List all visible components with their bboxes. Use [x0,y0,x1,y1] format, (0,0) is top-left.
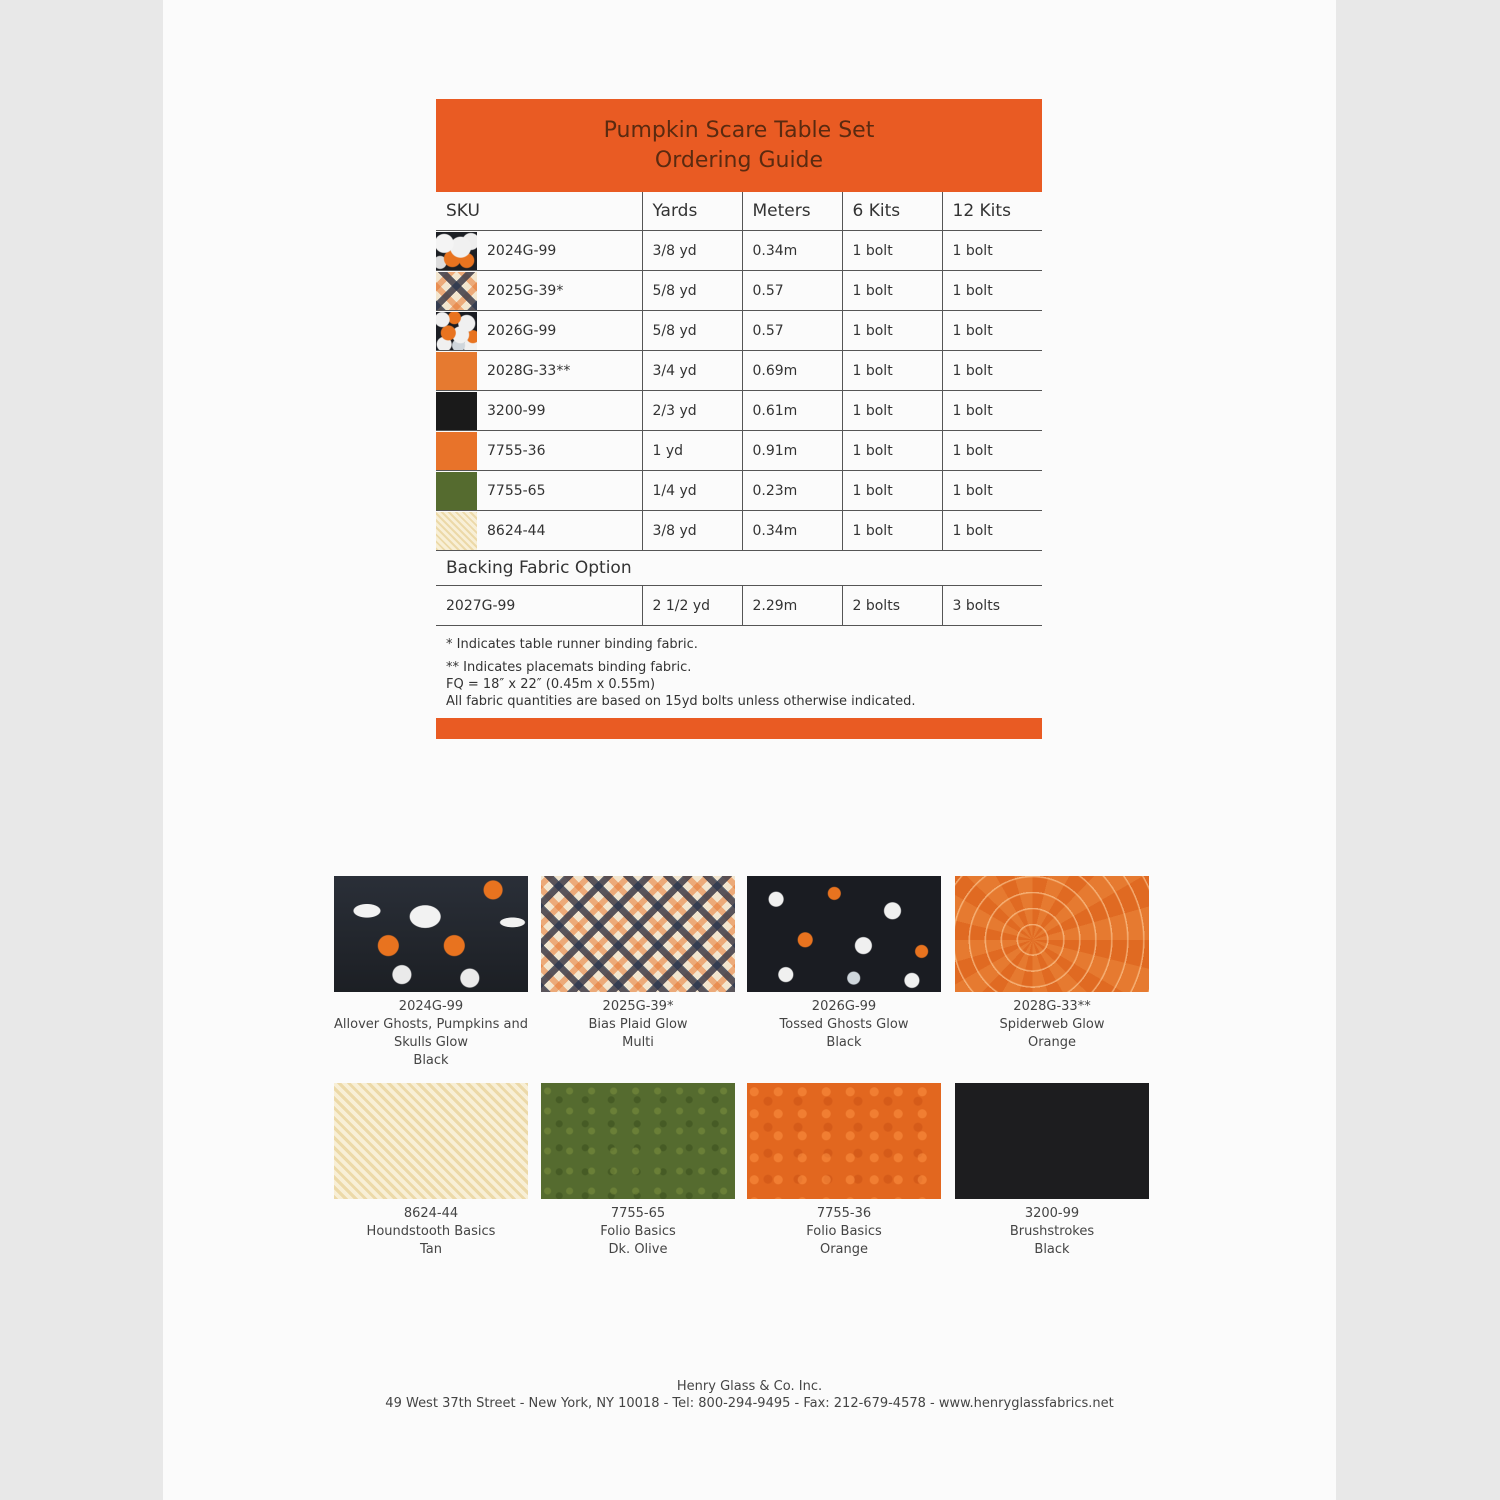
sku-text: 3200-99 [487,402,546,419]
cell-kits12: 1 bolt [942,471,1042,511]
cell-sku [436,271,642,311]
swatch-desc-line: Skulls Glow [393,1035,469,1050]
backing-kits12: 3 bolts [942,586,1042,626]
cell-yards: 1/4 yd [642,471,742,511]
cell-sku [436,511,642,551]
cell-yards: 1 yd [642,431,742,471]
fabric-swatch [334,876,528,992]
backing-row [436,586,1042,626]
fabric-swatch [541,876,735,992]
swatch-sku: 2028G-33** [1013,999,1091,1014]
cell-kits6: 1 bolt [842,471,942,511]
fabric-chip [436,512,477,550]
swatch-desc-line: Folio Basics [600,1224,676,1239]
swatch-desc-line: Allover Ghosts, Pumpkins and [334,1017,528,1032]
swatch-desc-line: Brushstrokes [1009,1224,1095,1239]
ordering-table [436,192,1042,626]
swatch-caption [947,1205,1157,1259]
cell-kits12: 1 bolt [942,431,1042,471]
ordering-guide [436,99,1042,739]
fabric-chip [436,352,477,390]
column-header: Meters [742,192,842,231]
swatch-desc-line: Multi [622,1035,654,1050]
cell-kits6: 1 bolt [842,351,942,391]
backing-meters: 2.29m [742,586,842,626]
swatch-desc-line: Dk. Olive [608,1242,668,1257]
fabric-chip [436,272,477,310]
cell-sku [436,351,642,391]
fabric-swatch [747,1083,941,1199]
table-row [436,311,1042,351]
cell-yards: 5/8 yd [642,311,742,351]
swatch-sku: 7755-65 [610,1206,666,1221]
cell-yards: 3/4 yd [642,351,742,391]
guide-notes [436,626,1042,714]
cell-meters: 0.57 [742,311,842,351]
swatch-desc-line: Houndstooth Basics [366,1224,496,1239]
cell-kits6: 1 bolt [842,231,942,271]
cell-meters: 0.23m [742,471,842,511]
swatch-desc-line: Orange [1027,1035,1077,1050]
cell-kits12: 1 bolt [942,271,1042,311]
sku-text: 2026G-99 [487,322,557,339]
table-header-row [436,192,1042,231]
note-line: All fabric quantities are based on 15yd bolts unless otherwise indicated. [446,694,916,709]
company-name: Henry Glass & Co. Inc. [676,1379,823,1394]
cell-kits6: 1 bolt [842,511,942,551]
table-row [436,471,1042,511]
swatch-caption [326,998,536,1070]
sku-text: 7755-65 [487,482,546,499]
sku-text: 7755-36 [487,442,546,459]
fabric-chip [436,312,477,350]
column-header: SKU [436,192,642,231]
cell-kits6: 1 bolt [842,311,942,351]
swatch-caption [326,1205,536,1259]
swatch-sku: 3200-99 [1024,1206,1080,1221]
swatch-desc-line: Spiderweb Glow [999,1017,1105,1032]
fabric-chip [436,472,477,510]
cell-sku [436,471,642,511]
cell-kits12: 1 bolt [942,351,1042,391]
swatch-desc-line: Folio Basics [806,1224,882,1239]
cell-yards: 2/3 yd [642,391,742,431]
column-header: 6 Kits [842,192,942,231]
note-line: FQ = 18″ x 22″ (0.45m x 0.55m) [446,677,656,692]
note-line: * Indicates table runner binding fabric. [446,637,698,652]
table-row [436,351,1042,391]
backing-title-row [436,551,1042,586]
table-row [436,391,1042,431]
swatch-desc-line: Orange [819,1242,869,1257]
swatch-caption [739,1205,949,1259]
fabric-chip [436,392,477,430]
sku-text: 2025G-39* [487,282,564,299]
cell-meters: 0.34m [742,511,842,551]
cell-sku [436,431,642,471]
column-header: Yards [642,192,742,231]
table-row [436,271,1042,311]
note-line: ** Indicates placemats binding fabric. [446,660,692,675]
company-address: 49 West 37th Street - New York, NY 10018 - Tel: 800-294-9495 - Fax: 212-679-4578 - www.henryglassfabrics.net [385,1396,1114,1411]
backing-sku: 2027G-99 [436,586,642,626]
backing-kits6: 2 bolts [842,586,942,626]
table-row [436,231,1042,271]
cell-sku [436,311,642,351]
cell-kits6: 1 bolt [842,391,942,431]
cell-kits12: 1 bolt [942,391,1042,431]
cell-meters: 0.34m [742,231,842,271]
cell-meters: 0.91m [742,431,842,471]
swatch-desc-line: Tan [420,1242,442,1257]
fabric-chip [436,432,477,470]
cell-yards: 3/8 yd [642,231,742,271]
table-row [436,431,1042,471]
swatch-caption [533,1205,743,1259]
cell-kits12: 1 bolt [942,511,1042,551]
column-header: 12 Kits [942,192,1042,231]
cell-meters: 0.57 [742,271,842,311]
swatch-caption [739,998,949,1052]
cell-kits6: 1 bolt [842,271,942,311]
sku-text: 8624-44 [487,522,546,539]
cell-kits12: 1 bolt [942,311,1042,351]
sku-text: 2028G-33** [487,362,571,379]
swatch-desc-line: Tossed Ghosts Glow [779,1017,909,1032]
fabric-swatch [541,1083,735,1199]
swatch-sku: 7755-36 [816,1206,872,1221]
swatch-desc-line: Black [826,1035,862,1050]
swatch-sku: 8624-44 [403,1206,459,1221]
fabric-chip [436,232,477,270]
guide-footer-bar [436,718,1042,739]
cell-sku [436,231,642,271]
fabric-swatch [334,1083,528,1199]
guide-subtitle: Ordering Guide [654,147,824,173]
cell-yards: 3/8 yd [642,511,742,551]
swatch-desc-line: Bias Plaid Glow [588,1017,688,1032]
swatch-desc-line: Black [413,1053,449,1068]
sku-text: 2024G-99 [487,242,557,259]
backing-yards: 2 1/2 yd [642,586,742,626]
fabric-swatch [747,876,941,992]
cell-sku [436,391,642,431]
guide-header [436,99,1042,192]
swatch-sku: 2024G-99 [398,999,464,1014]
backing-title: Backing Fabric Option [436,551,1042,586]
cell-yards: 5/8 yd [642,271,742,311]
swatch-caption [947,998,1157,1052]
swatch-sku: 2025G-39* [602,999,674,1014]
guide-title: Pumpkin Scare Table Set [603,117,875,143]
cell-meters: 0.61m [742,391,842,431]
table-row [436,511,1042,551]
cell-kits12: 1 bolt [942,231,1042,271]
swatch-desc-line: Black [1034,1242,1070,1257]
swatch-sku: 2026G-99 [811,999,877,1014]
fabric-swatch [955,1083,1149,1199]
cell-kits6: 1 bolt [842,431,942,471]
fabric-swatch [955,876,1149,992]
swatch-caption [533,998,743,1052]
cell-meters: 0.69m [742,351,842,391]
